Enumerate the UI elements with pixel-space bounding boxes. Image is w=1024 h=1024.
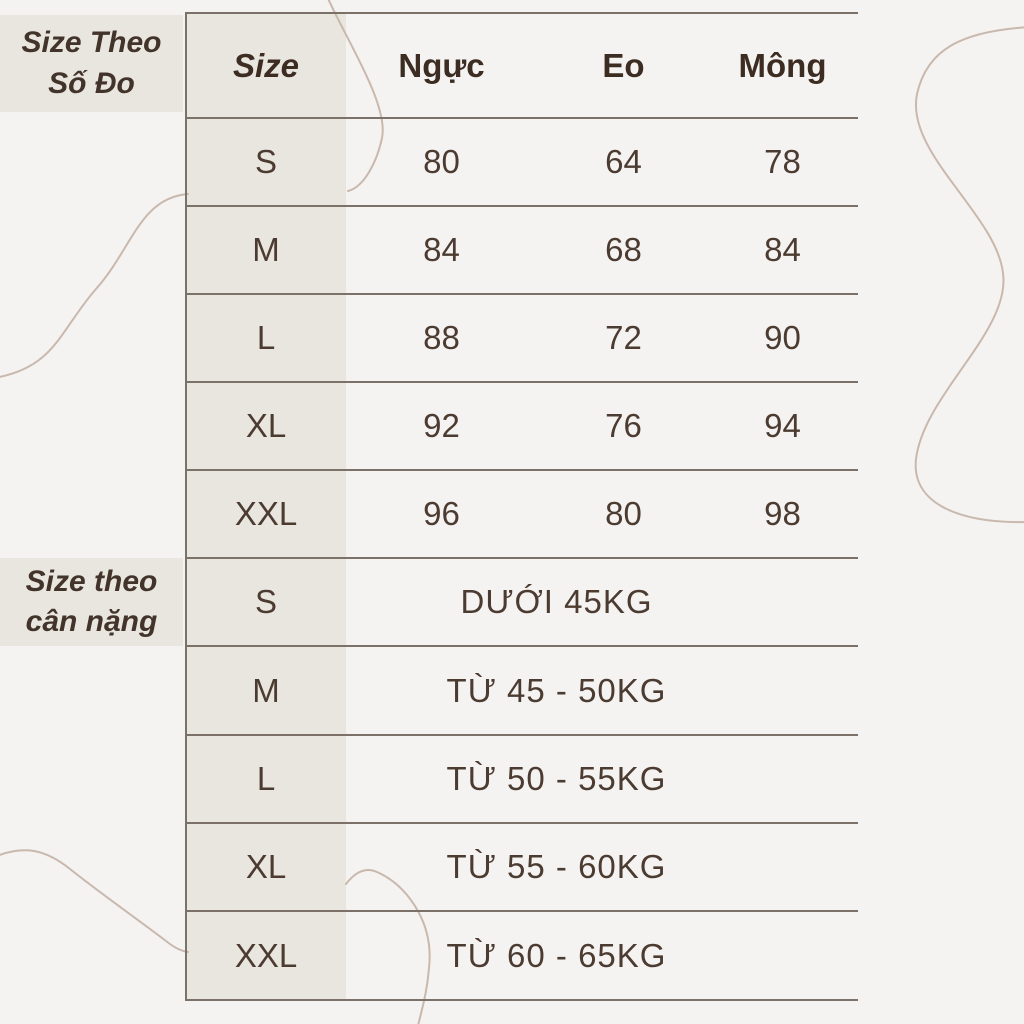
- weight-row-m-range: [346, 646, 855, 735]
- weight-range-text: DƯỚI 45KG: [460, 583, 653, 620]
- row-xl-waist: 76: [605, 407, 642, 444]
- row-xl-hip: 94: [764, 407, 801, 444]
- table-border-line: [185, 381, 858, 383]
- curve-right-blob: [916, 27, 1024, 522]
- weight-row-xl-range: [346, 823, 855, 911]
- row-m-size: M: [252, 231, 280, 268]
- table-border-line: [185, 469, 858, 471]
- curve-left-s: [0, 194, 188, 378]
- weight-label-line2: cân nặng: [25, 605, 158, 638]
- table-border-line: [185, 999, 858, 1001]
- weight-range-text: TỪ 60 - 65KG: [446, 936, 667, 974]
- row-l-hip: 90: [764, 319, 801, 356]
- measurement-label-line2: Số Đo: [48, 66, 135, 100]
- table-border-line: [185, 557, 858, 559]
- row-l-size: L: [256, 319, 276, 356]
- row-xxl-chest: 96: [423, 495, 460, 532]
- measurement-label-line1: Size Theo: [21, 26, 162, 60]
- size-table: [186, 13, 855, 1000]
- row-xxl-size: XXL: [234, 495, 298, 532]
- row-m-hip: 84: [764, 231, 801, 268]
- row-s-chest: 80: [423, 143, 460, 180]
- row-xl-size: XL: [245, 407, 287, 444]
- table-border-line: [185, 822, 858, 824]
- weight-label-line1: Size theo: [25, 564, 158, 598]
- row-s-hip: 78: [764, 143, 801, 180]
- weight-row-s-size: S: [254, 583, 277, 620]
- table-border-line: [185, 645, 858, 647]
- curve-bottom-left: [0, 850, 188, 952]
- weight-row-s-range: [346, 558, 855, 646]
- table-border-line: [185, 12, 858, 14]
- weight-row-xl-size: XL: [245, 848, 287, 885]
- weight-row-m-size: M: [252, 671, 280, 709]
- row-xl-chest: 92: [423, 407, 460, 444]
- table-border-line: [185, 205, 858, 207]
- weight-row-xxl-range: [346, 911, 855, 1000]
- table-border-line: [185, 734, 858, 736]
- row-xxl-waist: 80: [605, 495, 642, 532]
- weight-row-xxl-size: XXL: [234, 936, 298, 974]
- header-size: Size: [232, 46, 300, 84]
- measurement-section-label: [0, 15, 183, 112]
- weight-row-l-size: L: [256, 760, 276, 797]
- row-xxl-hip: 98: [764, 495, 801, 532]
- row-l-chest: 88: [423, 319, 460, 356]
- table-border-line: [185, 910, 858, 912]
- header-chest: Ngực: [398, 46, 485, 84]
- header-waist: Eo: [602, 46, 645, 84]
- weight-row-l-range: [346, 735, 855, 823]
- row-m-waist: 68: [605, 231, 642, 268]
- weight-range-text: TỪ 45 - 50KG: [446, 671, 667, 709]
- weight-section-label: [0, 558, 183, 646]
- row-s-size: S: [254, 143, 277, 180]
- table-left-border: [185, 12, 187, 1001]
- row-l-waist: 72: [605, 319, 642, 356]
- header-hip: Mông: [738, 46, 827, 84]
- row-s-waist: 64: [605, 143, 642, 180]
- table-border-line: [185, 117, 858, 119]
- weight-range-text: TỪ 55 - 60KG: [446, 848, 667, 885]
- table-border-line: [185, 293, 858, 295]
- weight-range-text: TỪ 50 - 55KG: [446, 760, 667, 797]
- row-m-chest: 84: [423, 231, 460, 268]
